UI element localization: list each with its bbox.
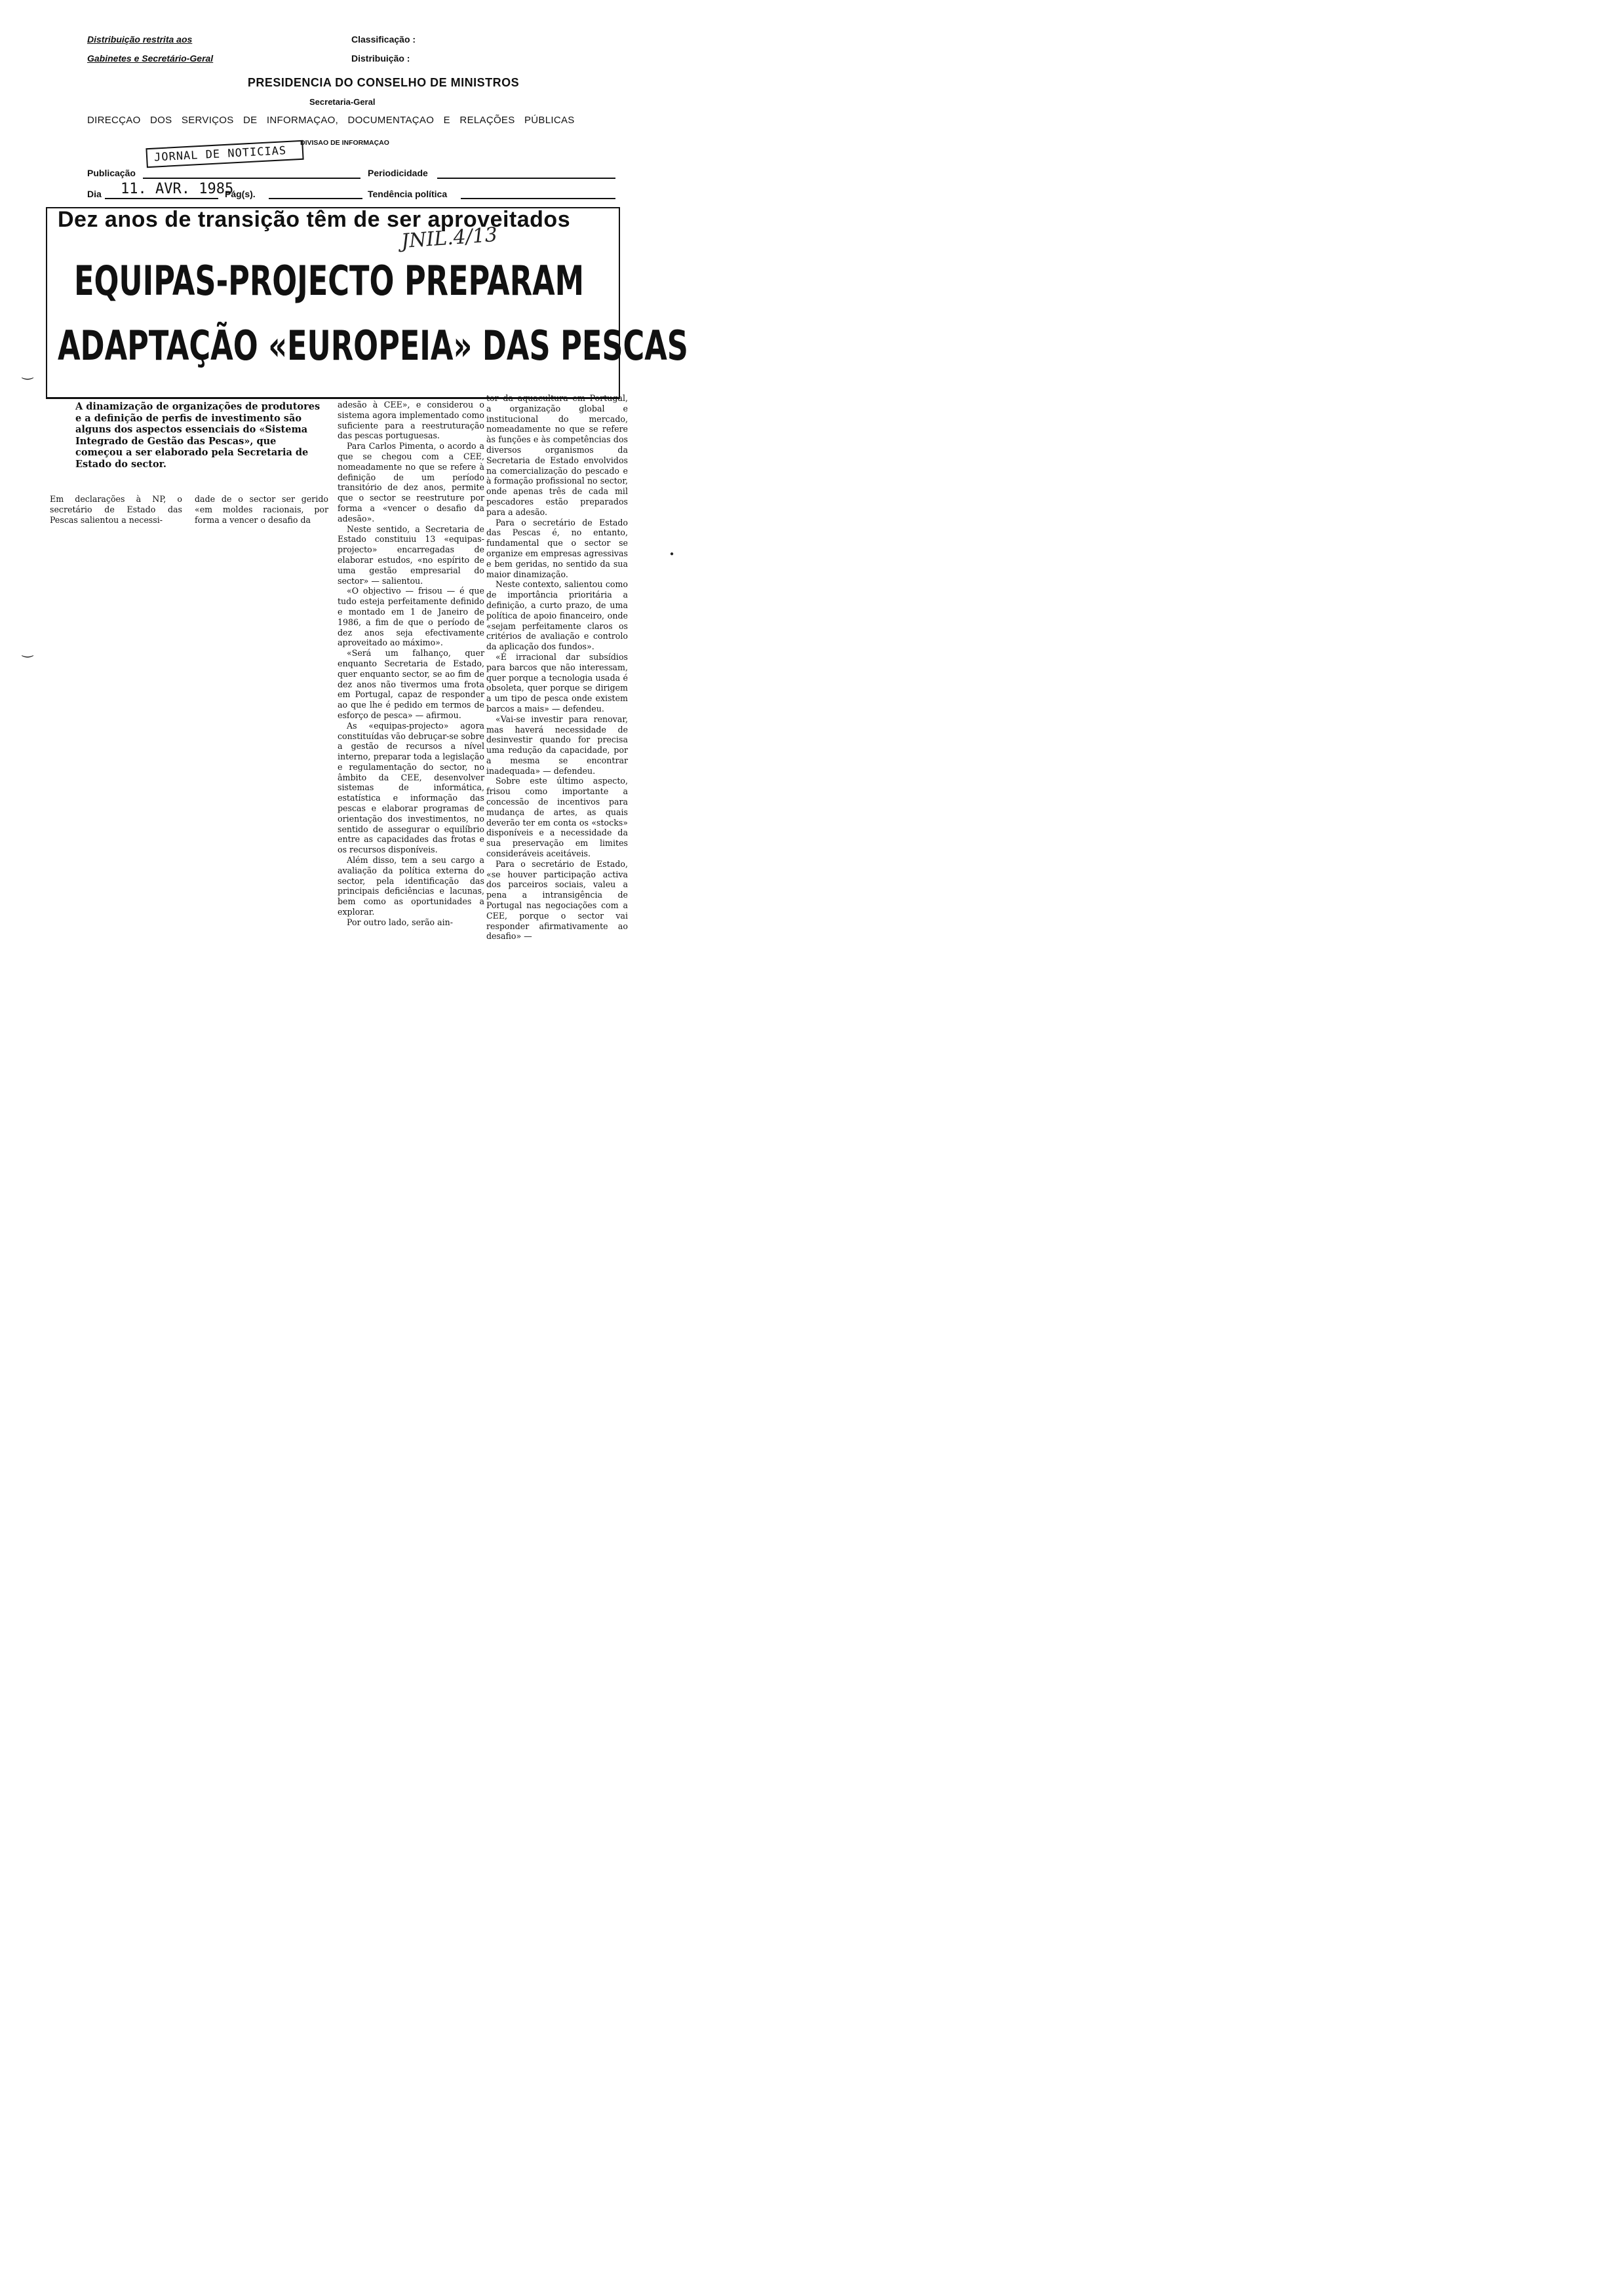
article-column-3 — [338, 400, 484, 928]
paragraph: Para Carlos Pimenta, o acordo a que se chegou com a CEE, nomeadamente no que se refere à definição de um período transitório de dez anos, permite que o sector se reestruture por forma a «vencer o desafio da adesão». — [338, 441, 484, 524]
article-column-1 — [50, 494, 182, 525]
pages-label: Pág(s). — [225, 189, 256, 199]
stamp-text: JORNAL DE NOTICIAS — [153, 144, 287, 164]
org-subtitle: Secretaria-Geral — [309, 97, 376, 107]
paragraph: tor da aquacultura em Portugal, a organização global e institucional do mercado, nomeadamente no que se refere às funções e às competências dos diversos organismos da Secretaria de Estado envolvidos na comercialização do pescado e à formação profissional no sector, onde apenas três de cada mil pescadores estão preparados para a adesão. — [486, 393, 628, 517]
day-field — [105, 198, 218, 199]
restricted-distribution-line2: Gabinetes e Secretário-Geral — [87, 53, 214, 64]
paragraph: Neste contexto, salientou como de importância prioritária a definição, a curto prazo, de uma política de apoio financeiro, onde «sejam perfeitamente claros os critérios de avaliação e controlo da aplicação dos fundos». — [486, 579, 628, 652]
paragraph: As «equipas-projecto» agora constituídas vão debruçar-se sobre a gestão de recursos a nível interno, preparar toda a legislação e regulamentação do sector, no âmbito da CEE, desenvolver sistemas de informática, estatística e informação das pescas e elaborar programas de orientação dos investimentos, no sentido de assegurar o equilíbrio entre as capacidades das frotas e os recursos disponíveis. — [338, 720, 484, 855]
scan-dot: ● — [670, 550, 674, 558]
article-kicker: Dez anos de transição têm de ser aproveitados — [58, 207, 571, 232]
paragraph: Sobre este último aspecto, frisou como importante a concessão de incentivos para mudança de artes, as quais deverão ter em conta os «stocks» disponíveis e a necessidade da sua preservação em limites consideráveis aceitáveis. — [486, 776, 628, 859]
paragraph: «Vai-se investir para renovar, mas haverá necessidade de desinvestir quando for precisa uma redução da capacidade, por a mesma se encontrar inadequada» — defendeu. — [486, 714, 628, 776]
paragraph: «O objectivo — frisou — é que tudo esteja perfeitamente definido e montado em 1 de Janeiro de 1986, a fim de que o período de dez anos seja efectivamente aproveitado ao máximo». — [338, 586, 484, 648]
day-value: 11. AVR. 1985 — [121, 181, 234, 197]
headline-line-2: ADAPTAÇÃO «EUROPEIA» DAS PESCAS — [58, 322, 688, 370]
article-column-2 — [195, 494, 328, 525]
division-line: DIVISAO DE INFORMAÇAO — [300, 139, 389, 147]
periodicity-label: Periodicidade — [368, 168, 428, 178]
restricted-distribution-line1: Distribuição restrita aos — [87, 34, 193, 45]
directorate-line: DIRECÇAO DOS SERVIÇOS DE INFORMAÇAO, DOCUMENTAÇAO E RELAÇÕES PÚBLICAS — [87, 115, 575, 126]
paragraph: Neste sentido, a Secretaria de Estado constituiu 13 «equipas-projecto» encarregadas de elaborar estudos, «no espírito de uma gestão empresarial do sector» — salientou. — [338, 524, 484, 586]
paragraph: Além disso, tem a seu cargo a avaliação da política externa do sector, pela identificação das principais deficiências e lacunas, bem como as oportunidades a explorar. — [338, 855, 484, 917]
paragraph: «Será um falhanço, quer enquanto Secretaria de Estado, quer enquanto sector, se ao fim de dez anos não tivermos uma frota em Portugal, capaz de responder ao que lhe é pedido em termos de esforço de pesca» — afirmou. — [338, 648, 484, 720]
article-column-4 — [486, 393, 628, 942]
distribution-label: Distribuição : — [351, 53, 410, 64]
paragraph: «É irracional dar subsídios para barcos que não interessam, quer porque a tecnologia usada é obsoleta, quer porque se dirigem a um tipo de pesca onde existem barcos a mais» — defendeu. — [486, 651, 628, 714]
article-lead: A dinamização de organizações de produtores e a definição de perfis de investimento são alguns dos aspectos essenciais do «Sistema Integrado de Gestão das Pescas», que começou a ser elaborado pela Secretaria de Estado do sector. — [75, 401, 321, 470]
day-label: Dia — [87, 189, 102, 199]
paragraph: Por outro lado, serão ain- — [347, 917, 454, 927]
political-tendency-field — [461, 198, 615, 199]
paragraph: Em declarações à NP, o secretário de Estado das Pescas salientou a necessi- — [50, 494, 182, 525]
paragraph: Para o secretário de Estado, «se houver participação activa dos parceiros sociais, valeu a pena a intransigência de Portugal nas negociações com a CEE, porque o sector vai responder afirmativamente ao desafio» — — [486, 858, 628, 942]
newspaper-stamp — [146, 140, 303, 168]
paragraph: Para o secretário de Estado das Pescas é, no entanto, fundamental que o sector se organize em empresas agressivas e bem geridas, no sentido da sua maior dinamização. — [486, 517, 628, 579]
political-tendency-label: Tendência política — [368, 189, 448, 199]
binder-hole-mark: ‿ — [22, 643, 33, 658]
publication-label: Publicação — [87, 168, 136, 178]
pages-field — [269, 198, 362, 199]
binder-hole-mark: ‿ — [22, 366, 33, 380]
periodicity-field — [437, 178, 615, 179]
org-title: PRESIDENCIA DO CONSELHO DE MINISTROS — [247, 76, 520, 89]
paragraph: dade de o sector ser gerido «em moldes racionais, por forma a vencer o desafio da — [195, 494, 328, 525]
paragraph: adesão à CEE», e considerou o sistema agora implementado como suficiente para a reestruturação das pescas portuguesas. — [338, 400, 484, 441]
classification-label: Classificação : — [351, 34, 416, 45]
handwritten-reference: JNIL.4/13 — [400, 223, 498, 254]
headline-line-1: EQUIPAS-PROJECTO PREPARAM — [73, 257, 585, 305]
publication-field — [143, 178, 360, 179]
